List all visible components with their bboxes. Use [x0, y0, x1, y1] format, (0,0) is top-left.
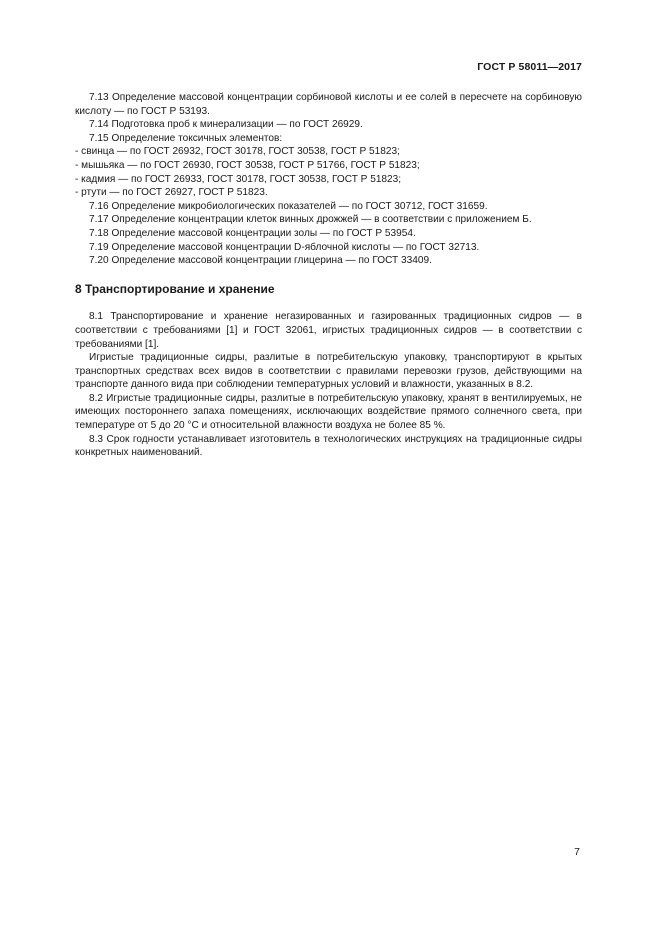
section-8-body [75, 310, 582, 460]
paragraph-8-2: 8.2 Игристые традиционные сидры, разлитые в потребительскую упаковку, хранят в вентилируемых, не имеющих постороннего запаха помещениях, исключающих воздействие прямого солнечного света, при температуре от 5 до 20 °С и относительной влажности воздуха не более 85 %. [75, 392, 582, 432]
section-7-list [75, 91, 582, 268]
item-cadmium: - кадмия — по ГОСТ 26933, ГОСТ 30178, ГОСТ 30538, ГОСТ Р 51823; [75, 173, 402, 185]
item-lead: - свинца — по ГОСТ 26932, ГОСТ 30178, ГОСТ 30538, ГОСТ Р 51823; [75, 146, 400, 158]
item-7-16: 7.16 Определение микробиологических показателей — по ГОСТ 30712, ГОСТ 31659. [89, 200, 488, 212]
section-8-title: 8 Транспортирование и хранение [75, 281, 275, 296]
item-7-13: 7.13 Определение массовой концентрации сорбиновой кислоты и ее солей в пересчете на сорбиновую кислоту — по ГОСТ Р 53193. [75, 92, 582, 117]
item-arsenic: - мышьяка — по ГОСТ 26930, ГОСТ 30538, ГОСТ Р 51766, ГОСТ Р 51823; [75, 159, 420, 171]
item-7-19: 7.19 Определение массовой концентрации D-яблочной кислоты — по ГОСТ 32713. [89, 241, 480, 253]
paragraph-8-3: 8.3 Срок годности устанавливает изготовитель в технологических инструкциях на традиционные сидры конкретных наименований. [75, 433, 582, 459]
item-7-20: 7.20 Определение массовой концентрации глицерина — по ГОСТ 33409. [89, 255, 432, 267]
page-content [75, 91, 582, 460]
item-7-18: 7.18 Определение массовой концентрации золы — по ГОСТ Р 53954. [89, 227, 416, 239]
paragraph-8-1-cont: Игристые традиционные сидры, разлитые в потребительскую упаковку, транспортируют в крытых транспортных средствах всех видов в соответствии с правилами перевозки грузов, действующими на транспорте данного вида при соблюдении температурных условий и влажности, указанных в 8.2. [75, 352, 582, 391]
item-7-15: 7.15 Определение токсичных элементов: [89, 132, 283, 144]
page-number: 7 [574, 846, 580, 858]
item-7-17: 7.17 Определение концентрации клеток винных дрожжей — в соответствии с приложением Б. [89, 214, 532, 226]
document-header: ГОСТ Р 58011—2017 [477, 61, 582, 73]
item-mercury: - ртути — по ГОСТ 26927, ГОСТ Р 51823. [75, 187, 268, 199]
item-7-14: 7.14 Подготовка проб к минерализации — по ГОСТ 26929. [89, 119, 363, 131]
paragraph-8-1: 8.1 Транспортирование и хранение негазированных и газированных традиционных сидров — в соответствии с требованиями [1] и ГОСТ 32061, игристых традиционных сидров — в соответствии с требованиями [1]. [75, 311, 582, 350]
